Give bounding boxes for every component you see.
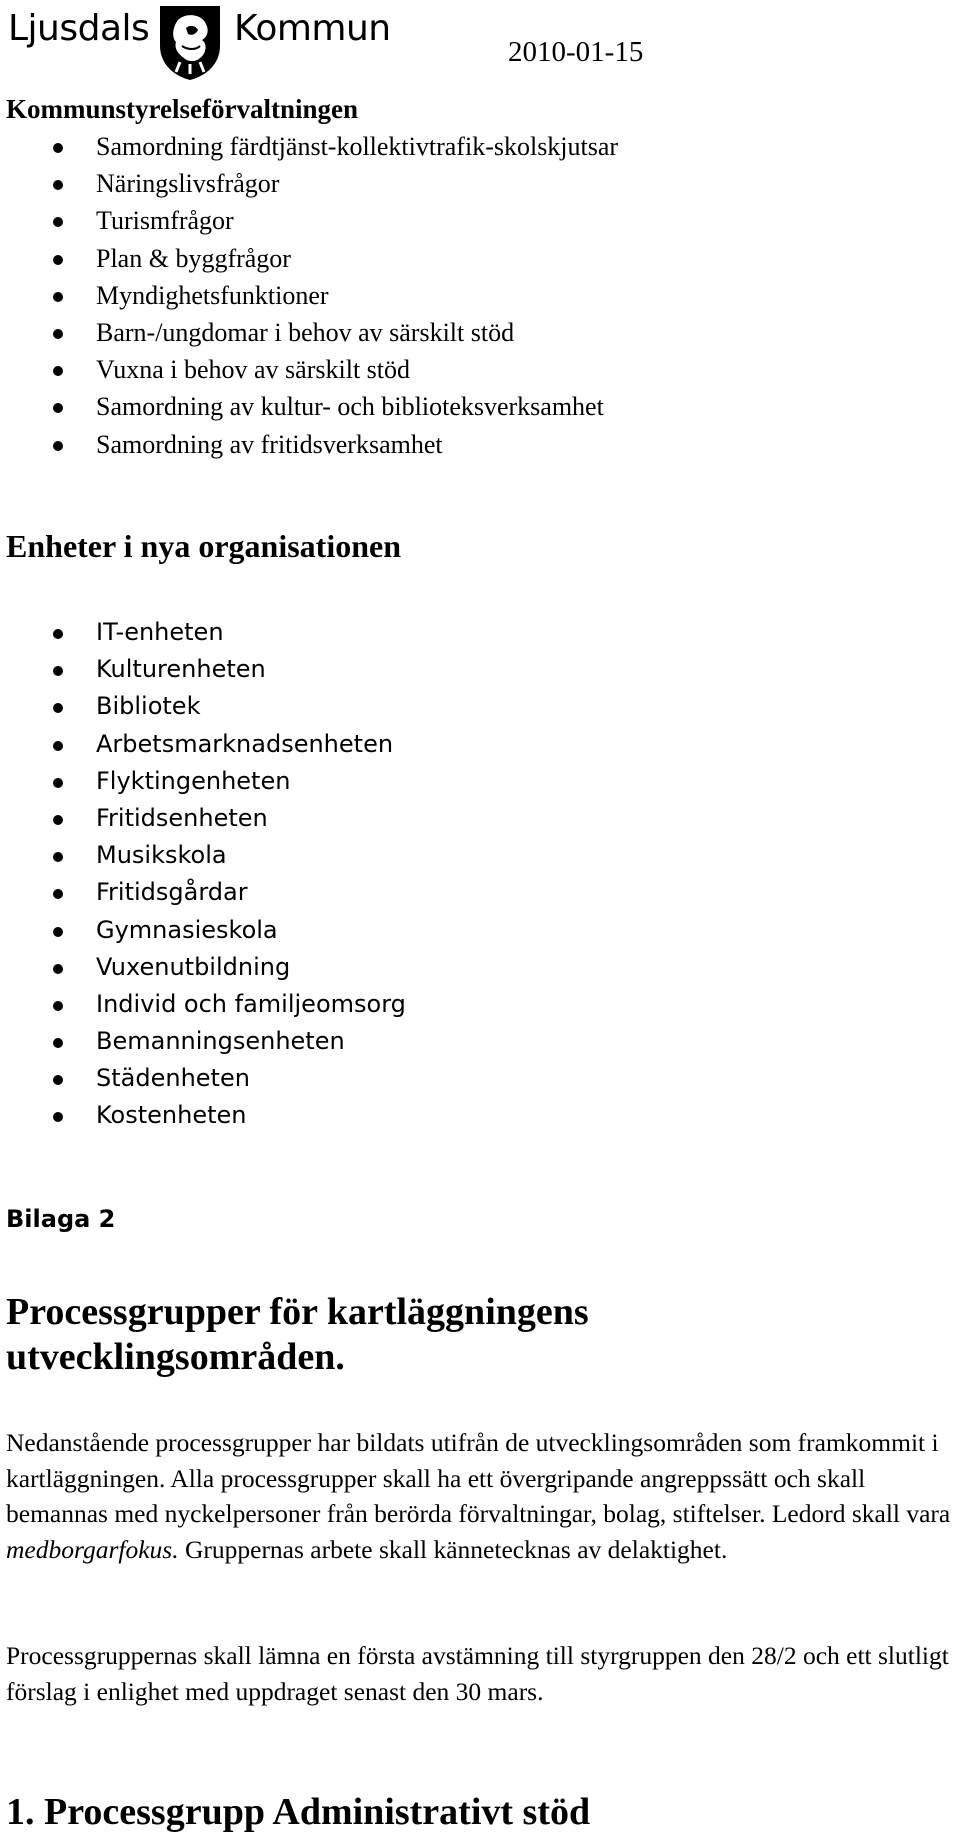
list-item: Flyktingenheten [0,763,406,800]
responsibility-list [0,128,618,463]
list-item: Barn-/ungdomar i behov av särskilt stöd [0,314,618,351]
intro-paragraph [6,1425,956,1567]
list-item: Fritidsgårdar [0,874,406,911]
list-item: Samordning av fritidsverksamhet [0,426,618,463]
logo-text-right: Kommun [234,8,391,49]
intro-text-before: Nedanstående processgrupper har bildats utifrån de utvecklingsområden som framkommit i kartläggningen. Alla processgrupper skall ha ett övergripande angreppssätt och skall bemannas med nyckelpersoner från berörda förvaltningar, bolag, stiftelser. Ledord skall vara [6,1428,951,1528]
list-item: Vuxenutbildning [0,949,406,986]
list-item: Individ och familjeomsorg [0,986,406,1023]
list-item: Plan & byggfrågor [0,240,618,277]
list-item: Städenheten [0,1060,406,1097]
list-item: Samordning av kultur- och biblioteksverksamhet [0,388,618,425]
list-item: Vuxna i behov av särskilt stöd [0,351,618,388]
appendix-label: Bilaga 2 [6,1205,116,1233]
keyword-emphasis: medborgarfokus. [6,1534,179,1564]
section-title-enheter: Enheter i nya organisationen [6,528,401,564]
lion-crest-icon [156,2,224,82]
deadline-paragraph: Processgruppernas skall lämna en första avstämning till styrgruppen den 28/2 och ett slutligt förslag i enlighet med uppdraget senast den 30 mars. [6,1641,949,1706]
list-item: Bibliotek [0,688,406,725]
list-item: Kostenheten [0,1097,406,1134]
list-item: Musikskola [0,837,406,874]
document-date: 2010-01-15 [508,36,644,68]
list-item: Turismfrågor [0,202,618,239]
main-heading: Processgrupper för kartläggningens utvecklingsområden. [6,1291,589,1378]
logo-text-left: Ljusdals [8,8,150,49]
section-title-kommunstyrelseforvaltningen: Kommunstyrelseförvaltningen [6,94,358,124]
units-list [0,614,406,1135]
page-header [0,0,960,90]
list-item: Myndighetsfunktioner [0,277,618,314]
process-group-heading: 1. Processgrupp Administrativt stöd [6,1791,591,1833]
list-item: Näringslivsfrågor [0,165,618,202]
list-item: IT-enheten [0,614,406,651]
list-item: Bemanningsenheten [0,1023,406,1060]
intro-text-after: Gruppernas arbete skall kännetecknas av delaktighet. [178,1534,728,1564]
list-item: Gymnasieskola [0,912,406,949]
list-item: Kulturenheten [0,651,406,688]
list-item: Arbetsmarknadsenheten [0,726,406,763]
list-item: Samordning färdtjänst-kollektivtrafik-skolskjutsar [0,128,618,165]
list-item: Fritidsenheten [0,800,406,837]
